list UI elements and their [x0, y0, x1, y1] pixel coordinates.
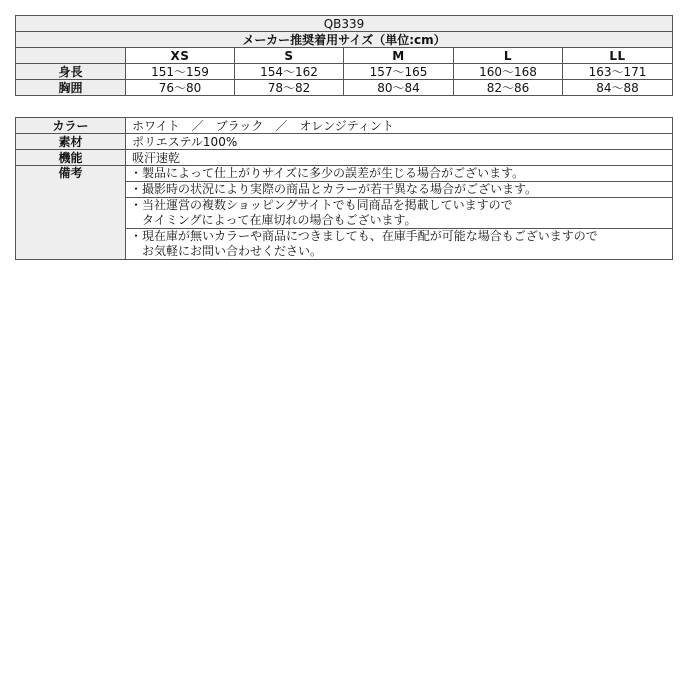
height-value: 151～159	[126, 64, 235, 80]
notes-row	[16, 166, 673, 182]
size-header-l: L	[454, 48, 563, 64]
notes-label: 備考	[16, 166, 126, 260]
function-row	[16, 150, 673, 166]
chest-value: 76～80	[126, 80, 235, 96]
note-item	[126, 166, 673, 182]
note-item	[126, 182, 673, 198]
size-header-corner	[16, 48, 126, 64]
color-row	[16, 118, 673, 134]
chest-value: 84～88	[563, 80, 673, 96]
subtitle-row	[16, 32, 673, 48]
chest-label: 胸囲	[16, 80, 126, 96]
note-line: ・撮影時の状況により実際の商品とカラーが若干異なる場合がございます。	[130, 182, 538, 196]
chest-value: 82～86	[454, 80, 563, 96]
material-label: 素材	[16, 134, 126, 150]
color-label: カラー	[16, 118, 126, 134]
note-line: ・製品によって仕上がりサイズに多少の誤差が生じる場合がございます。	[130, 166, 525, 180]
model-number: QB339	[16, 16, 673, 32]
material-value: ポリエステル100%	[126, 134, 673, 150]
note-line: タイミングによって在庫切れの場合もございます。	[130, 213, 417, 227]
spec-table	[15, 117, 673, 260]
chest-value: 80～84	[344, 80, 454, 96]
function-value: 吸汗速乾	[126, 150, 673, 166]
size-header-row	[16, 48, 673, 64]
size-table-subtitle: メーカー推奨着用サイズ（単位:cm）	[16, 32, 673, 48]
size-header-m: M	[344, 48, 454, 64]
color-value: ホワイト ／ ブラック ／ オレンジティント	[126, 118, 673, 134]
material-row	[16, 134, 673, 150]
note-item	[126, 229, 673, 260]
note-line: お気軽にお問い合わせください。	[130, 244, 323, 258]
model-row	[16, 16, 673, 32]
height-value: 160～168	[454, 64, 563, 80]
size-table	[15, 15, 673, 96]
size-header-xs: XS	[126, 48, 235, 64]
note-line: ・当社運営の複数ショッピングサイトでも同商品を掲載していますので	[130, 198, 513, 212]
chest-row	[16, 80, 673, 96]
height-label: 身長	[16, 64, 126, 80]
height-row	[16, 64, 673, 80]
chest-value: 78～82	[235, 80, 344, 96]
height-value: 157～165	[344, 64, 454, 80]
function-label: 機能	[16, 150, 126, 166]
note-line: ・現在庫が無いカラーや商品につきましても、在庫手配が可能な場合もございますので	[130, 229, 598, 243]
size-header-s: S	[235, 48, 344, 64]
height-value: 154～162	[235, 64, 344, 80]
note-item	[126, 198, 673, 229]
height-value: 163～171	[563, 64, 673, 80]
size-header-ll: LL	[563, 48, 673, 64]
